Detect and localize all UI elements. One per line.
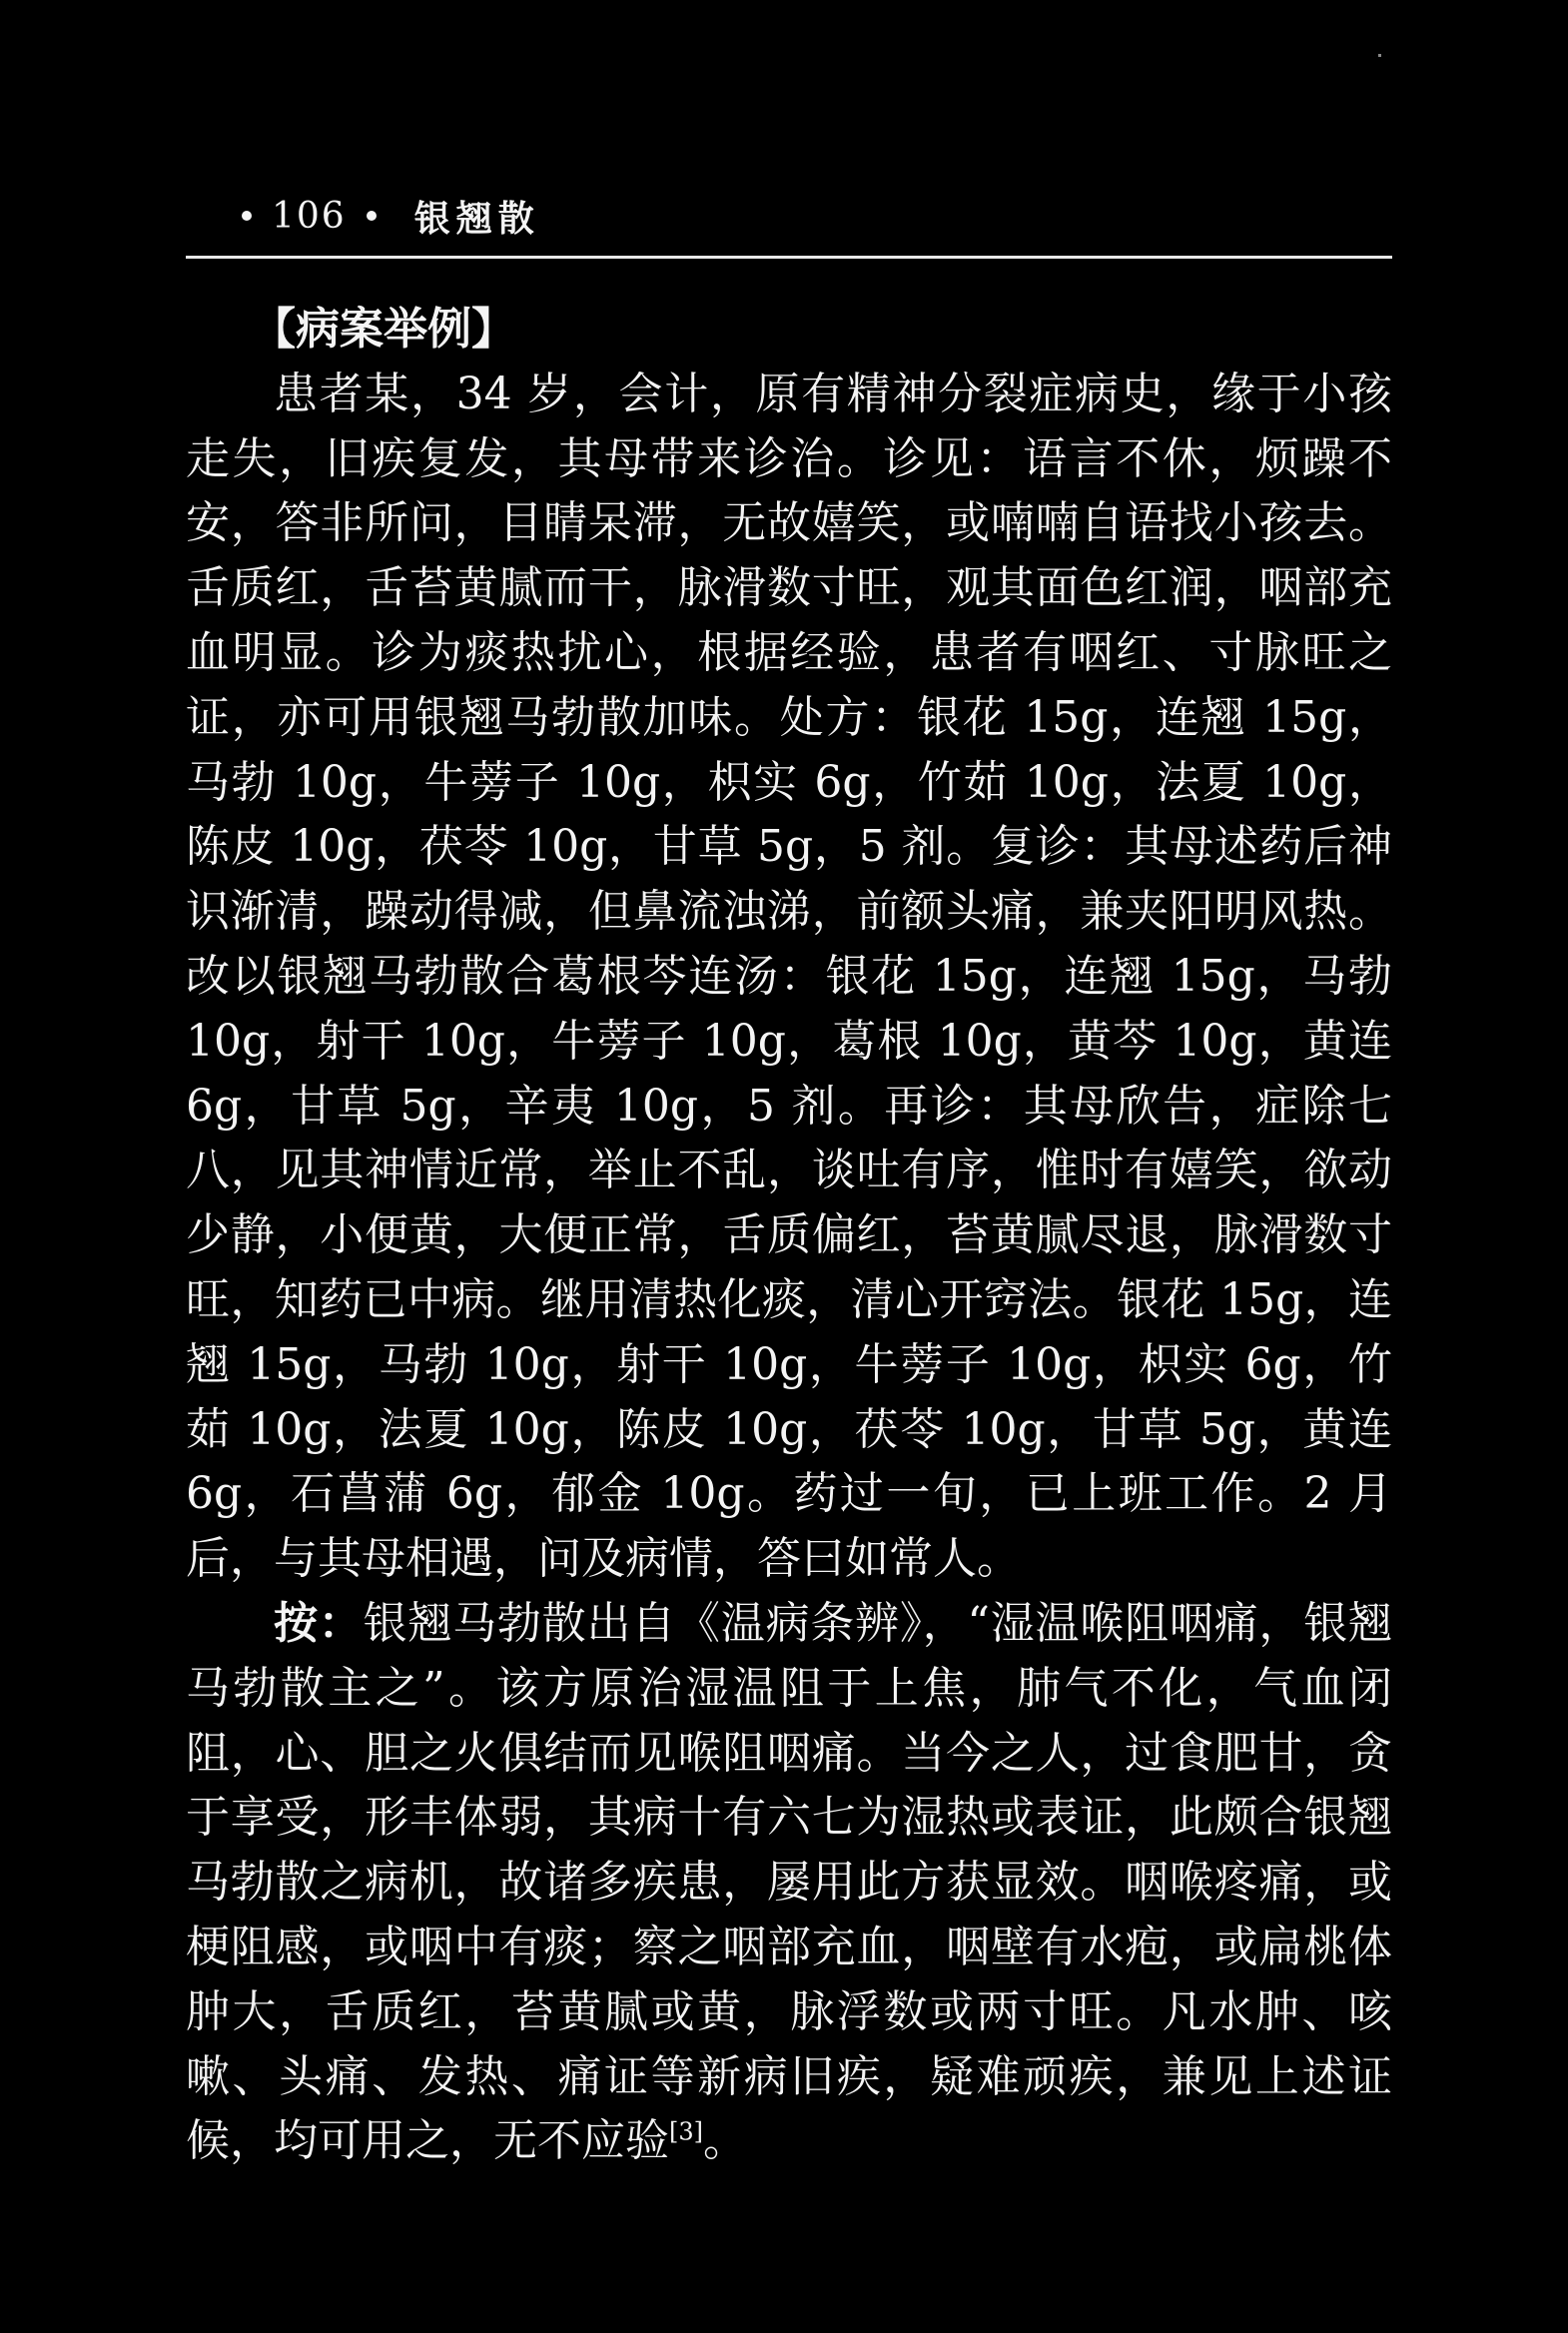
commentary-paragraph (186, 1592, 1392, 2174)
header-rule (186, 256, 1392, 259)
section-heading: 【病案举例】 (252, 304, 515, 355)
scan-speck (1378, 54, 1381, 57)
page-number: 106 (272, 195, 347, 237)
citation-mark: [3] (669, 2117, 703, 2146)
running-header (222, 188, 540, 244)
bullet-dot-left (242, 211, 252, 221)
book-title: 银翘散 (413, 198, 540, 240)
case-paragraph: 患者某，34 岁，会计，原有精神分裂症病史，缘于小孩走失，旧疾复发，其母带来诊治。诊见：语言不休，烦躁不安，答非所问，目睛呆滞，无故嬉笑，或喃喃自语找小孩去。舌质红，舌苔黄腻而干，脉滑数寸旺，观其面色红润，咽部充血明显。诊为痰热扰心，根据经验，患者有咽红、寸脉旺之证，亦可用银翘马勃散加味。处方：银花 15g，连翘 15g，马勃 10g，牛蒡子 10g，枳实 6g，竹茹 10g，法夏 10g，陈皮 10g，茯苓 10g，甘草 5g，5 剂。复诊：其母述药后神识渐清，躁动得减，但鼻流浊涕，前额头痛，兼夹阳明风热。改以银翘马勃散合葛根芩连汤：银花 15g，连翘 15g，马勃 10g，射干 10g，牛蒡子 10g，葛根 10g，黄芩 10g，黄连 6g，甘草 5g，辛夷 10g，5 剂。再诊：其母欣告，症除七八，见其神情近常，举止不乱，谈吐有序，惟时有嬉笑，欲动少静，小便黄，大便正常，舌质偏红，苔黄腻尽退，脉滑数寸旺，知药已中病。继用清热化痰，清心开窍法。银花 15g，连翘 15g，马勃 10g，射干 10g，牛蒡子 10g，枳实 6g，竹茹 10g，法夏 10g，陈皮 10g，茯苓 10g，甘草 5g，黄连 6g，石菖蒲 6g，郁金 10g。药过一旬，已上班工作。2 月后，与其母相遇，问及病情，答曰如常人。 (186, 368, 1392, 1585)
commentary-label: 按： (274, 1597, 364, 1649)
bullet-dot-right (367, 211, 377, 221)
commentary-text: 银翘马勃散出自《温病条辨》，“湿温喉阻咽痛，银翘马勃散主之”。该方原治湿温阻于上焦，肺气不化，气血闭阻，心、胆之火俱结而见喉阻咽痛。当今之人，过食肥甘，贪于享受，形丰体弱，其病十有六七为湿热或表证，此颇合银翘马勃散之病机，故诸多疾患，屡用此方获显效。咽喉疼痛，或梗阻感，或咽中有痰；察之咽部充血，咽壁有水疱，或扁桃体肿大，舌质红，苔黄腻或黄，脉浮数或两寸旺。凡水肿、咳嗽、头痛、发热、痛证等新病旧疾，疑难顽疾，兼见上述证候，均可用之，无不应验 (186, 1597, 1392, 2167)
commentary-ending: 。 (703, 2115, 747, 2167)
main-text (186, 298, 1392, 2174)
